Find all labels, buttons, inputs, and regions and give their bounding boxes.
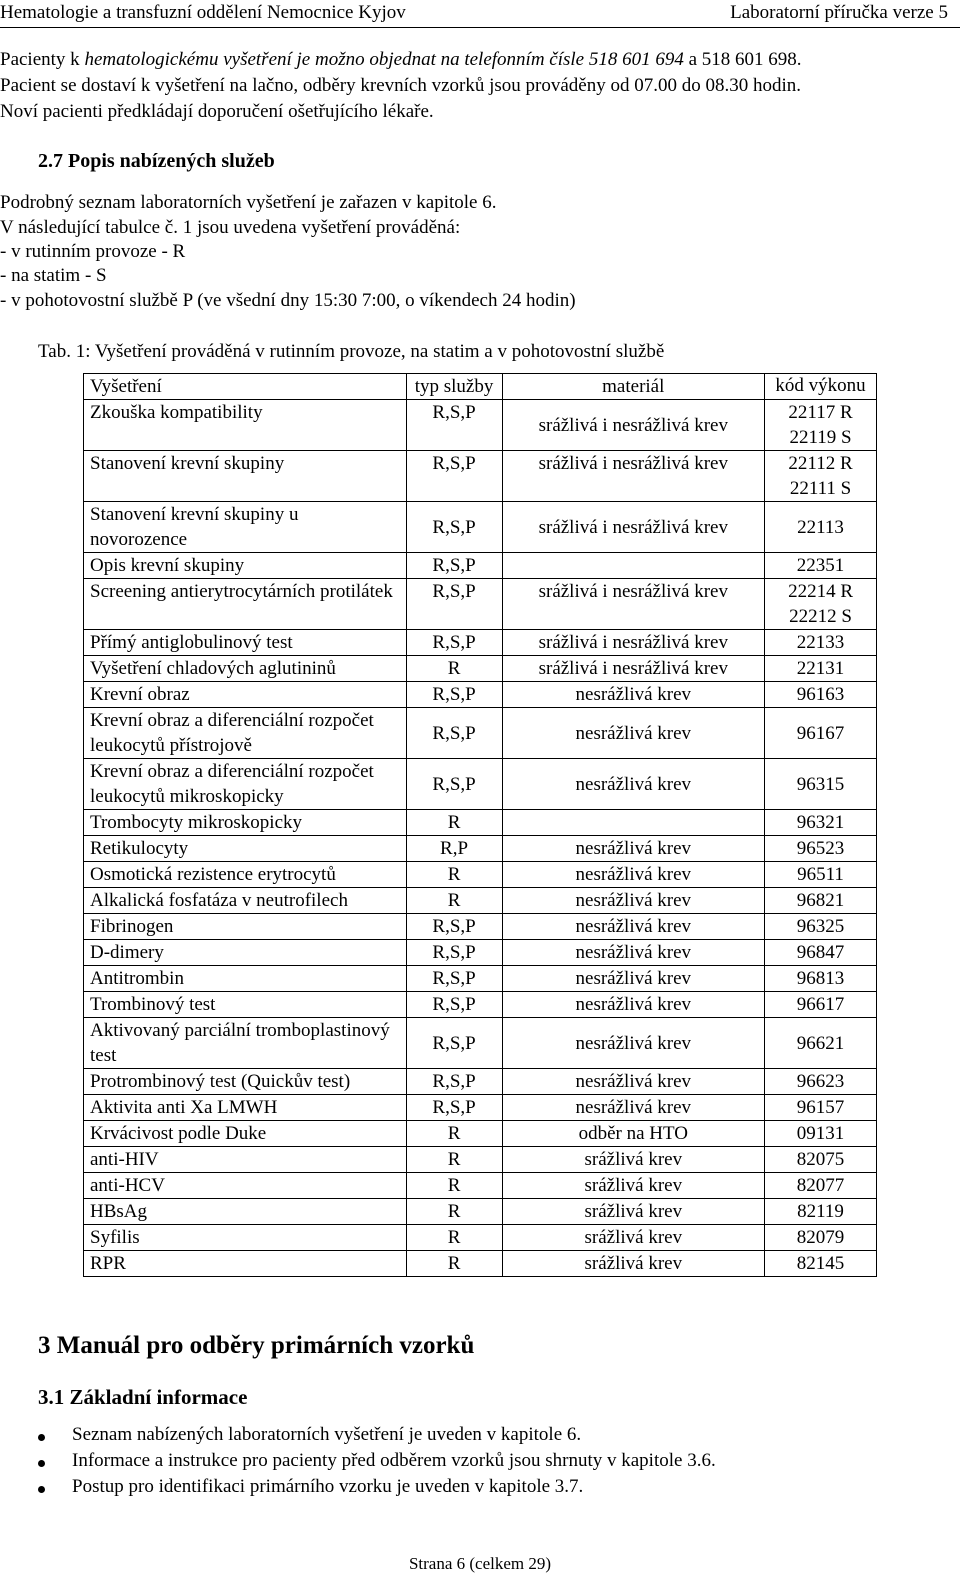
table-cell: srážlivá i nesrážlivá krev xyxy=(502,656,765,682)
table-cell: nesrážlivá krev xyxy=(502,992,765,1018)
table-cell: nesrážlivá krev xyxy=(502,1018,765,1069)
table-cell: R,S,P xyxy=(406,914,502,940)
table-row xyxy=(84,862,877,888)
section-paragraph-1: Podrobný seznam laboratorních vyšetření je zařazen v kapitole 6. xyxy=(0,192,497,213)
table-cell: R,S,P xyxy=(406,1095,502,1121)
table-cell: srážlivá i nesrážlivá krev xyxy=(502,630,765,656)
header-left: Hematologie a transfuzní oddělení Nemocnice Kyjov xyxy=(0,2,406,23)
table-cell: Screening antierytrocytárních protilátek xyxy=(84,579,407,630)
table-cell: R xyxy=(406,1147,502,1173)
table-cell: 96523 xyxy=(765,836,877,862)
table-row xyxy=(84,400,877,451)
subsection-heading: 3.1 Základní informace xyxy=(38,1385,248,1409)
table-cell: 22131 xyxy=(765,656,877,682)
section-paragraph-2: V následující tabulce č. 1 jsou uvedena vyšetření prováděná: xyxy=(0,217,461,238)
table-cell: 96167 xyxy=(765,708,877,759)
info-bullet: Informace a instrukce pro pacienty před odběrem vzorků jsou shrnuty v kapitole 3.6. xyxy=(72,1450,716,1471)
bullet-icon xyxy=(38,1486,45,1493)
table-cell: Opis krevní skupiny xyxy=(84,553,407,579)
table-cell: R xyxy=(406,1121,502,1147)
header-kod-vykonu: kód výkonu xyxy=(765,374,877,400)
table-cell: Alkalická fosfatáza v neutrofilech xyxy=(84,888,407,914)
table-row xyxy=(84,656,877,682)
table-cell: R,S,P xyxy=(406,400,502,451)
info-bullet: Postup pro identifikaci primárního vzorku je uveden v kapitole 3.7. xyxy=(72,1476,584,1497)
table-cell: Krevní obraz a diferenciální rozpočet leukocytů přístrojově xyxy=(84,708,407,759)
table-cell: Fibrinogen xyxy=(84,914,407,940)
services-table xyxy=(83,373,877,1277)
table-row xyxy=(84,1121,877,1147)
header-right: Laboratorní příručka verze 5 xyxy=(730,2,948,23)
table-cell: nesrážlivá krev xyxy=(502,708,765,759)
section-heading: 2.7 Popis nabízených služeb xyxy=(38,150,275,172)
table-cell: 22117 R 22119 S xyxy=(765,400,877,451)
table-row xyxy=(84,1173,877,1199)
table-cell: 82079 xyxy=(765,1225,877,1251)
table-cell: srážlivá krev xyxy=(502,1147,765,1173)
table-row xyxy=(84,836,877,862)
table-row xyxy=(84,914,877,940)
table-cell: R xyxy=(406,656,502,682)
table-cell: 82145 xyxy=(765,1251,877,1277)
table-cell: RPR xyxy=(84,1251,407,1277)
table-cell: R,S,P xyxy=(406,966,502,992)
table-cell: Protrombinový test (Quickův test) xyxy=(84,1069,407,1095)
table-cell: nesrážlivá krev xyxy=(502,966,765,992)
table-cell: 22133 xyxy=(765,630,877,656)
page-footer: Strana 6 (celkem 29) xyxy=(408,1554,552,1573)
table-cell: 96617 xyxy=(765,992,877,1018)
table-row xyxy=(84,810,877,836)
table-cell: 22351 xyxy=(765,553,877,579)
table-row xyxy=(84,1225,877,1251)
table-cell: 96621 xyxy=(765,1018,877,1069)
table-cell: R xyxy=(406,862,502,888)
table-cell: nesrážlivá krev xyxy=(502,759,765,810)
table-cell: srážlivá i nesrážlivá krev xyxy=(502,502,765,553)
table-cell: 22113 xyxy=(765,502,877,553)
table-cell: srážlivá krev xyxy=(502,1225,765,1251)
table-row xyxy=(84,1199,877,1225)
table-cell: nesrážlivá krev xyxy=(502,940,765,966)
table-cell: anti-HIV xyxy=(84,1147,407,1173)
table-cell: HBsAg xyxy=(84,1199,407,1225)
table-cell: R,S,P xyxy=(406,992,502,1018)
table-cell: Vyšetření chladových aglutininů xyxy=(84,656,407,682)
table-cell: Krevní obraz xyxy=(84,682,407,708)
table-row xyxy=(84,759,877,810)
table-cell: srážlivá i nesrážlivá krev xyxy=(502,451,765,502)
table-row xyxy=(84,553,877,579)
table-row xyxy=(84,940,877,966)
table-row xyxy=(84,992,877,1018)
table-cell: nesrážlivá krev xyxy=(502,1095,765,1121)
table-cell: R,S,P xyxy=(406,502,502,553)
table-cell xyxy=(502,553,765,579)
table-cell: 82075 xyxy=(765,1147,877,1173)
table-cell: 96821 xyxy=(765,888,877,914)
chapter-heading: 3 Manuál pro odběry primárních vzorků xyxy=(38,1332,475,1359)
table-row xyxy=(84,451,877,502)
table-cell: Aktivovaný parciální tromboplastinový test xyxy=(84,1018,407,1069)
page-header xyxy=(0,0,960,28)
table-cell: D-dimery xyxy=(84,940,407,966)
table-cell: 96813 xyxy=(765,966,877,992)
table-row xyxy=(84,682,877,708)
table-cell: 96511 xyxy=(765,862,877,888)
table-cell: R,S,P xyxy=(406,1018,502,1069)
table-row xyxy=(84,708,877,759)
header-typ-sluzby: typ služby xyxy=(406,374,502,400)
table-cell: Aktivita anti Xa LMWH xyxy=(84,1095,407,1121)
table-cell: srážlivá i nesrážlivá krev xyxy=(502,579,765,630)
table-cell: Přímý antiglobulinový test xyxy=(84,630,407,656)
table-row xyxy=(84,1069,877,1095)
table-cell: nesrážlivá krev xyxy=(502,682,765,708)
service-list-item: - na statim - S xyxy=(0,265,107,286)
table-cell: 96623 xyxy=(765,1069,877,1095)
table-cell: Syfilis xyxy=(84,1225,407,1251)
table-cell: nesrážlivá krev xyxy=(502,1069,765,1095)
table-cell: 96157 xyxy=(765,1095,877,1121)
table-cell: R,S,P xyxy=(406,451,502,502)
table-cell: R,S,P xyxy=(406,708,502,759)
intro-line-1: Pacienty k hematologickému vyšetření je možno objednat na telefonním čísle 518 601 694 a 518 601 698. xyxy=(0,49,802,70)
table-row xyxy=(84,1251,877,1277)
table-cell: srážlivá krev xyxy=(502,1251,765,1277)
table-cell: nesrážlivá krev xyxy=(502,862,765,888)
table-cell: Zkouška kompatibility xyxy=(84,400,407,451)
table-row xyxy=(84,1095,877,1121)
table-cell: R xyxy=(406,810,502,836)
table-row xyxy=(84,966,877,992)
table-row xyxy=(84,579,877,630)
table-cell: 96315 xyxy=(765,759,877,810)
table-cell: srážlivá krev xyxy=(502,1199,765,1225)
table-cell: 82119 xyxy=(765,1199,877,1225)
table-cell: odběr na HTO xyxy=(502,1121,765,1147)
table-cell: 96163 xyxy=(765,682,877,708)
table-cell: srážlivá krev xyxy=(502,1173,765,1199)
table-cell: nesrážlivá krev xyxy=(502,914,765,940)
info-bullet: Seznam nabízených laboratorních vyšetření je uveden v kapitole 6. xyxy=(72,1424,582,1445)
table-cell: R xyxy=(406,888,502,914)
table-cell: R,S,P xyxy=(406,630,502,656)
header-vysetreni: Vyšetření xyxy=(84,374,407,400)
table-cell: R xyxy=(406,1251,502,1277)
table-cell: nesrážlivá krev xyxy=(502,836,765,862)
table-cell: R xyxy=(406,1173,502,1199)
table-cell: Stanovení krevní skupiny u novorozence xyxy=(84,502,407,553)
table-row xyxy=(84,1018,877,1069)
table-cell: Krvácivost podle Duke xyxy=(84,1121,407,1147)
table-cell: 96325 xyxy=(765,914,877,940)
table-caption: Tab. 1: Vyšetření prováděná v rutinním provoze, na statim a v pohotovostní službě xyxy=(38,341,665,362)
table-cell xyxy=(502,810,765,836)
intro-line-3: Noví pacienti předkládají doporučení ošetřujícího lékaře. xyxy=(0,101,434,122)
table-cell: Stanovení krevní skupiny xyxy=(84,451,407,502)
table-cell: 22112 R 22111 S xyxy=(765,451,877,502)
service-list-item: - v rutinním provoze - R xyxy=(0,241,186,262)
table-header-row xyxy=(84,374,877,400)
table-cell: 22214 R 22212 S xyxy=(765,579,877,630)
table-cell: R xyxy=(406,1199,502,1225)
table-cell: 96321 xyxy=(765,810,877,836)
table-cell: Retikulocyty xyxy=(84,836,407,862)
table-row xyxy=(84,502,877,553)
intro-line-2: Pacient se dostaví k vyšetření na lačno, odběry krevních vzorků jsou prováděny od 07.00 do 08.30 hodin. xyxy=(0,75,801,96)
table-cell: 82077 xyxy=(765,1173,877,1199)
table-cell: R,S,P xyxy=(406,1069,502,1095)
table-cell: 09131 xyxy=(765,1121,877,1147)
table-cell: 96847 xyxy=(765,940,877,966)
table-cell: R,S,P xyxy=(406,940,502,966)
table-cell: anti-HCV xyxy=(84,1173,407,1199)
table-cell: R xyxy=(406,1225,502,1251)
table-cell: R,S,P xyxy=(406,759,502,810)
table-cell: nesrážlivá krev xyxy=(502,888,765,914)
table-cell: Trombocyty mikroskopicky xyxy=(84,810,407,836)
table-cell: Osmotická rezistence erytrocytů xyxy=(84,862,407,888)
table-row xyxy=(84,1147,877,1173)
table-cell: R,S,P xyxy=(406,553,502,579)
bullet-icon xyxy=(38,1460,45,1467)
service-list-item: - v pohotovostní službě P (ve všední dny 15:30 7:00, o víkendech 24 hodin) xyxy=(0,290,576,311)
table-row xyxy=(84,888,877,914)
table-cell: R,S,P xyxy=(406,579,502,630)
bullet-icon xyxy=(38,1434,45,1441)
table-cell: Trombinový test xyxy=(84,992,407,1018)
table-cell: srážlivá i nesrážlivá krev xyxy=(502,400,765,451)
header-material: materiál xyxy=(502,374,765,400)
table-cell: Krevní obraz a diferenciální rozpočet leukocytů mikroskopicky xyxy=(84,759,407,810)
table-row xyxy=(84,630,877,656)
table-cell: R,P xyxy=(406,836,502,862)
table-cell: R,S,P xyxy=(406,682,502,708)
table-cell: Antitrombin xyxy=(84,966,407,992)
